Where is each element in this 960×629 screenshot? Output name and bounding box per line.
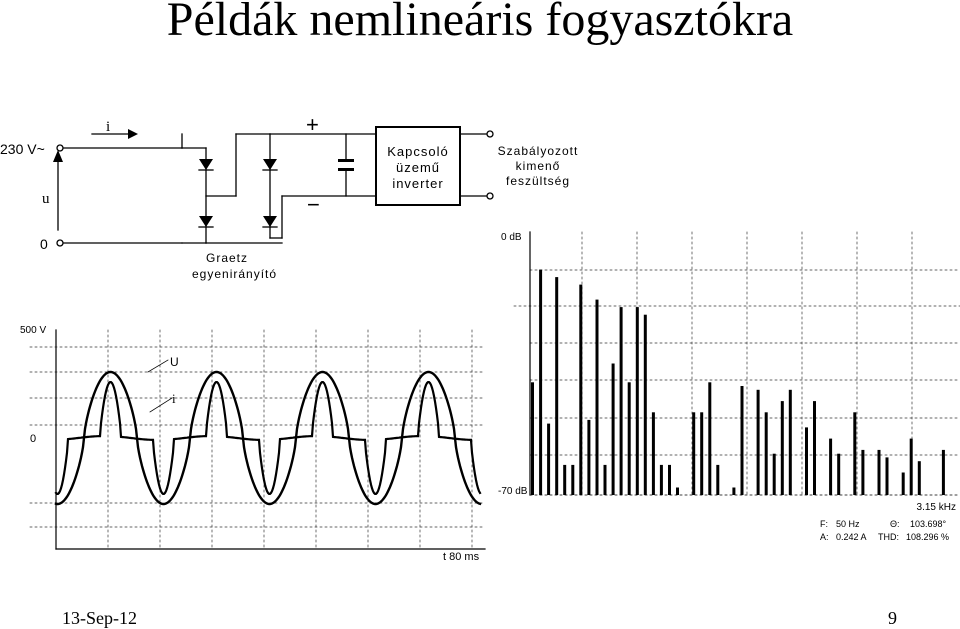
spectrum-bar <box>620 307 623 495</box>
i-pointer-line <box>150 398 172 412</box>
spectrum-bar <box>813 401 816 495</box>
inverter-label-line2: üzemű <box>395 160 441 175</box>
waveform-i-label: i <box>172 391 176 406</box>
output-label-line3: feszültség <box>505 174 571 188</box>
spectrum-bar <box>732 488 735 496</box>
spectrum-bar <box>668 465 671 495</box>
terminal-icon <box>57 240 63 246</box>
spectrum-bar <box>878 450 881 495</box>
spectrum-bottom-label: -70 dB <box>498 486 528 497</box>
rectifier-label-line1: Graetz <box>206 251 249 265</box>
spectrum-bar <box>741 386 744 495</box>
voltage-arrow-icon <box>53 150 63 162</box>
spectrum-bar <box>596 300 599 495</box>
spectrum-top-label: 0 dB <box>501 232 522 243</box>
spectrum-bar <box>757 390 760 495</box>
spectrum-bar <box>539 270 542 495</box>
waveform-plot <box>30 330 485 549</box>
spectrum-bar <box>660 465 663 495</box>
spectrum-bar <box>644 315 647 495</box>
f-value: 50 Hz <box>836 519 860 529</box>
spectrum-bar <box>587 420 590 495</box>
current-waveform <box>56 382 480 494</box>
spectrum-bar <box>676 488 679 496</box>
inverter-label-line3: inverter <box>392 176 444 191</box>
voltage-label: u <box>42 191 50 207</box>
minus-sign: − <box>307 192 320 217</box>
spectrum-bar <box>910 439 913 495</box>
zero-label: 0 <box>40 236 48 252</box>
spectrum-bar <box>853 412 856 495</box>
spectrum-freq-max-label: 3.15 kHz <box>916 502 956 513</box>
diode-icon <box>199 216 213 227</box>
spectrum-bar <box>555 277 558 495</box>
spectrum-bar <box>636 307 639 495</box>
output-label-line1: Szabályozott <box>497 144 579 158</box>
diode-icon <box>199 159 213 170</box>
spectrum-bar <box>547 424 550 495</box>
spectrum-bar <box>781 401 784 495</box>
spectrum-bar <box>837 454 840 495</box>
rectifier-label-line2: egyenirányító <box>192 267 278 281</box>
spectrum-bar <box>579 285 582 495</box>
thd-value: 108.296 % <box>906 532 950 542</box>
diode-icon <box>263 159 277 170</box>
diode-icon <box>263 216 277 227</box>
waveform-u-label: U <box>170 355 179 369</box>
capacitor-plate-icon <box>338 159 354 162</box>
source-voltage-label: 230 V~ <box>0 141 45 157</box>
a-label: A: <box>820 532 829 542</box>
output-label-line2: kimenő <box>515 159 561 173</box>
spectrum-bar <box>628 382 631 495</box>
terminal-icon <box>487 131 493 137</box>
spectrum-bar <box>563 465 566 495</box>
spectrum-bar <box>886 457 889 495</box>
spectrum-bar <box>604 465 607 495</box>
current-label: i <box>106 119 111 135</box>
slide-date: 13-Sep-12 <box>62 608 137 628</box>
waveform-y-max-label: 500 V <box>20 325 47 336</box>
spectrum-bar <box>716 465 719 495</box>
slide-title: Példák nemlineáris fogyasztókra <box>166 0 794 46</box>
spectrum-bar <box>805 427 808 495</box>
plus-sign: + <box>306 112 319 137</box>
spectrum-bar <box>700 412 703 495</box>
spectrum-plot <box>514 232 960 495</box>
u-pointer-line <box>148 360 168 372</box>
thd-label: THD: <box>878 532 899 542</box>
f-label: F: <box>820 519 828 529</box>
spectrum-bar <box>861 450 864 495</box>
theta-label: Θ: <box>890 519 900 529</box>
spectrum-bar <box>652 412 655 495</box>
spectrum-bar <box>902 473 905 496</box>
spectrum-bar <box>942 450 945 495</box>
terminal-icon <box>57 145 63 151</box>
inverter-label-line1: Kapcsoló <box>387 144 449 159</box>
spectrum-bar <box>531 382 534 495</box>
spectrum-bar <box>829 439 832 495</box>
voltage-waveform <box>56 372 480 504</box>
waveform-time-label: t 80 ms <box>443 551 480 563</box>
spectrum-bar <box>789 390 792 495</box>
terminal-icon <box>487 193 493 199</box>
spectrum-bar <box>918 461 921 495</box>
spectrum-bar <box>692 412 695 495</box>
spectrum-bar <box>708 382 711 495</box>
a-value: 0.242 A <box>836 532 867 542</box>
theta-value: 103.698° <box>910 519 947 529</box>
slide-page-number: 9 <box>888 608 897 628</box>
waveform-zero-label: 0 <box>30 433 37 445</box>
spectrum-bar <box>773 454 776 495</box>
current-arrow-icon <box>128 129 138 139</box>
spectrum-bar <box>571 465 574 495</box>
spectrum-bar <box>612 364 615 496</box>
spectrum-bar <box>765 412 768 495</box>
capacitor-plate-icon <box>338 168 354 171</box>
